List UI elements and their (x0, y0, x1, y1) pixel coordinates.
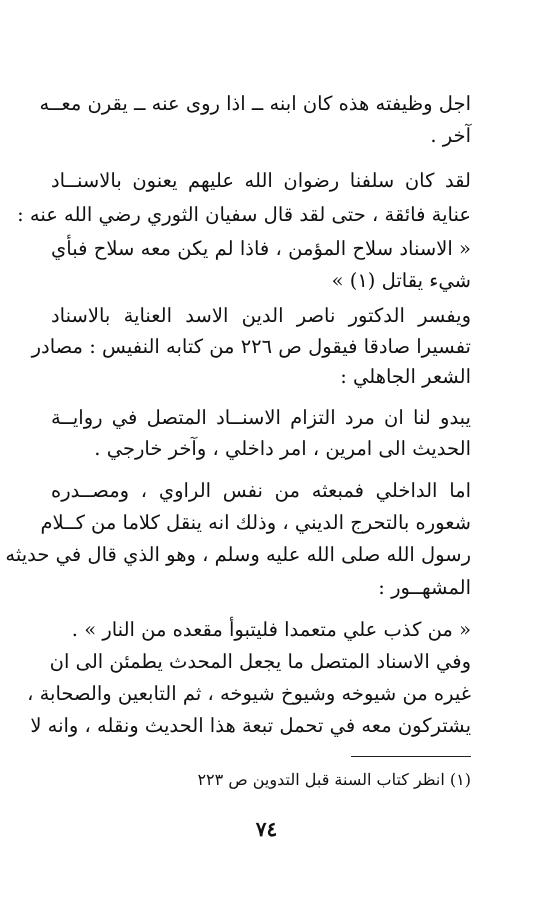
text-line: المشهــور : (378, 576, 471, 599)
text-line: « الاسناد سلاح المؤمن ، فاذا لم يكن معه سلاح فبأي (51, 237, 471, 260)
text-line: اما الداخلي فمبعثه من نفس الراوي ، ومصــدره (51, 479, 471, 502)
footnote-divider (351, 756, 471, 757)
page-number: ٧٤ (255, 817, 278, 841)
text-line: الشعر الجاهلي : (340, 365, 471, 388)
text-line: اجل وظيفته هذه كان ابنه ــ اذا روى عنه ــ يقرن معــه (39, 92, 471, 115)
text-line: رسول الله صلى الله عليه وسلم ، وهو الذي قال في حديثه (5, 543, 471, 566)
text-line: ويفسر الدكتور ناصر الدين الاسد العناية بالاسناد (51, 304, 471, 327)
text-line: عناية فائقة ، حتى لقد قال سفيان الثوري رضي الله عنه : (17, 203, 471, 226)
text-line: آخر . (430, 124, 471, 147)
text-line: غيره من شيوخه وشيوخ شيوخه ، ثم التابعين والصحابة ، (27, 682, 471, 705)
text-line: يشتركون معه في تحمل تبعة هذا الحديث ونقله ، وانه لا (30, 714, 471, 737)
text-line: لقد كان سلفنا رضوان الله عليهم يعنون بالاسنــاد (51, 169, 471, 192)
text-line: « من كذب علي متعمدا فليتبوأ مقعده من النار » . (71, 618, 471, 641)
footnote: (١) انظر كتاب السنة قبل التدوين ص ٢٢٣ (197, 770, 471, 789)
text-line: تفسيرا صادقا فيقول ص ٢٢٦ من كتابه النفيس : مصادر (31, 335, 471, 358)
text-line: شعوره بالتحرج الديني ، وذلك انه ينقل كلاما من كــلام (40, 511, 471, 534)
text-line: شيء يقاتل (١) » (331, 269, 471, 292)
text-line: وفي الاسناد المتصل ما يجعل المحدث يطمئن الى ان (49, 650, 471, 673)
text-line: يبدو لنا ان مرد التزام الاسنــاد المتصل في روايــة (51, 406, 471, 429)
text-line: الحديث الى امرين ، امر داخلي ، وآخر خارجي . (94, 437, 471, 460)
